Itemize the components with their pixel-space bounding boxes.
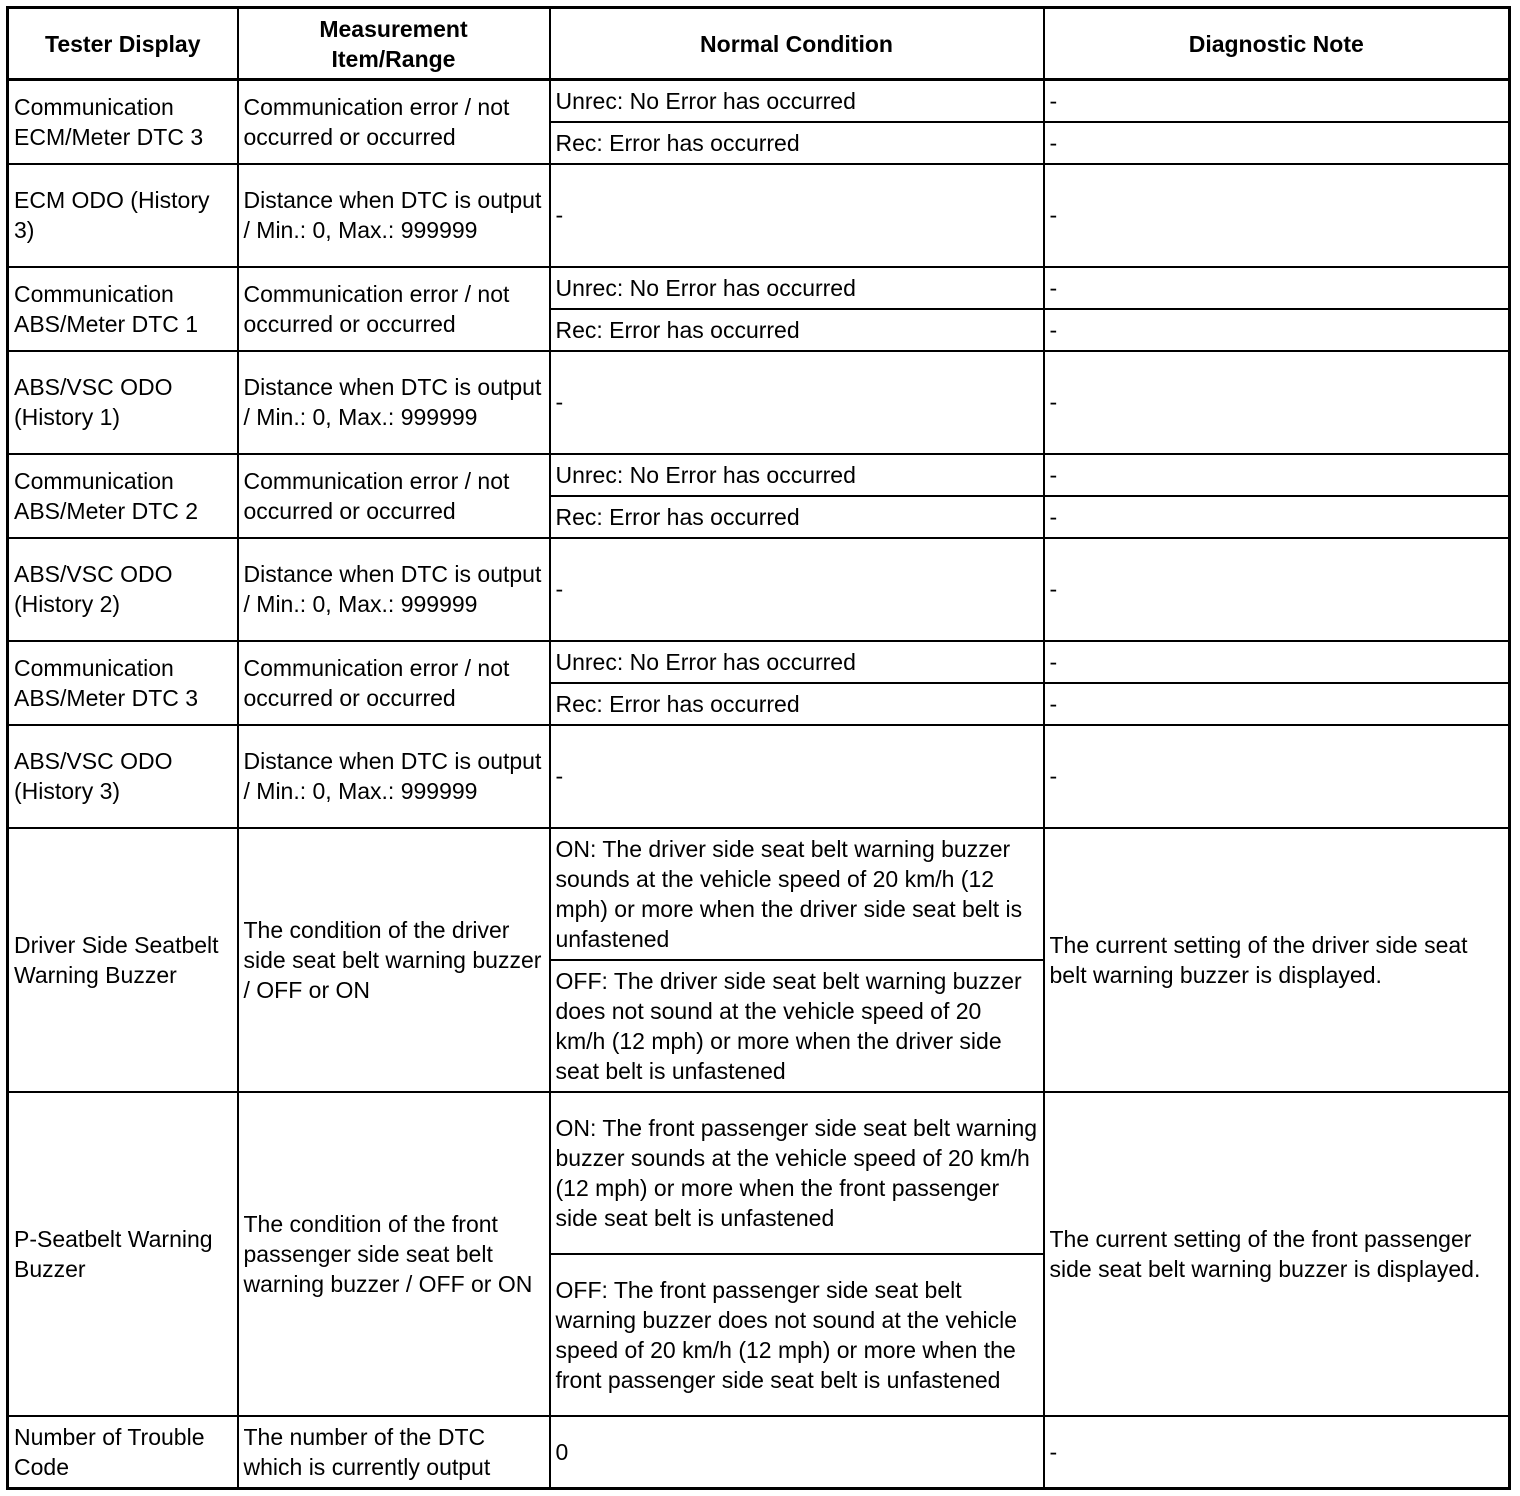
normal-condition-cell: Rec: Error has occurred (550, 122, 1044, 164)
header-row (8, 8, 1510, 80)
normal-condition-cell: Rec: Error has occurred (550, 496, 1044, 538)
diagnostic-note-cell: - (1044, 164, 1510, 267)
normal-condition-cell: - (550, 351, 1044, 454)
normal-condition-cell: Unrec: No Error has occurred (550, 267, 1044, 309)
measurement-item-cell: Communication error / not occurred or occurred (238, 641, 550, 725)
table-row (8, 1416, 1510, 1488)
table-row (8, 267, 1510, 309)
diagnostic-note-cell: - (1044, 454, 1510, 496)
table-row (8, 1092, 1510, 1254)
normal-condition-cell: Rec: Error has occurred (550, 309, 1044, 351)
measurement-item-cell: The condition of the front passenger side seat belt warning buzzer / OFF or ON (238, 1092, 550, 1416)
measurement-item-cell: Distance when DTC is output / Min.: 0, Max.: 999999 (238, 351, 550, 454)
tester-display-cell: ABS/VSC ODO (History 3) (8, 725, 238, 828)
measurement-item-cell: The number of the DTC which is currently output (238, 1416, 550, 1488)
diagnostic-note-cell: - (1044, 496, 1510, 538)
tester-display-cell: Communication ABS/Meter DTC 1 (8, 267, 238, 351)
normal-condition-cell: ON: The driver side seat belt warning buzzer sounds at the vehicle speed of 20 km/h (12 mph) or more when the driver side seat belt is unfastened (550, 828, 1044, 960)
tester-display-cell: P-Seatbelt Warning Buzzer (8, 1092, 238, 1416)
measurement-item-cell: Distance when DTC is output / Min.: 0, Max.: 999999 (238, 538, 550, 641)
tester-display-cell: Communication ECM/Meter DTC 3 (8, 80, 238, 164)
normal-condition-cell: 0 (550, 1416, 1044, 1488)
diagnostic-note-cell: - (1044, 683, 1510, 725)
diagnostic-note-cell: - (1044, 725, 1510, 828)
table-row (8, 351, 1510, 454)
header-normal-condition: Normal Condition (550, 8, 1044, 80)
measurement-item-cell: Distance when DTC is output / Min.: 0, Max.: 999999 (238, 164, 550, 267)
measurement-item-cell: The condition of the driver side seat belt warning buzzer / OFF or ON (238, 828, 550, 1092)
tester-display-cell: Communication ABS/Meter DTC 3 (8, 641, 238, 725)
table-row (8, 725, 1510, 828)
diagnostic-note-cell: - (1044, 122, 1510, 164)
header-diagnostic-note: Diagnostic Note (1044, 8, 1510, 80)
normal-condition-cell: Rec: Error has occurred (550, 683, 1044, 725)
normal-condition-cell: ON: The front passenger side seat belt warning buzzer sounds at the vehicle speed of 20 km/h (12 mph) or more when the front passenger side seat belt is unfastened (550, 1092, 1044, 1254)
tester-display-cell: Communication ABS/Meter DTC 2 (8, 454, 238, 538)
tester-display-cell: ABS/VSC ODO (History 1) (8, 351, 238, 454)
diagnostic-note-cell: - (1044, 80, 1510, 122)
diagnostic-note-cell: - (1044, 351, 1510, 454)
tester-display-cell: ABS/VSC ODO (History 2) (8, 538, 238, 641)
header-tester-display: Tester Display (8, 8, 238, 80)
table-row (8, 641, 1510, 683)
diagnostic-note-cell: - (1044, 1416, 1510, 1488)
normal-condition-cell: - (550, 538, 1044, 641)
diagnostic-note-cell: The current setting of the front passenger side seat belt warning buzzer is displayed. (1044, 1092, 1510, 1416)
table-row (8, 538, 1510, 641)
measurement-item-cell: Communication error / not occurred or occurred (238, 80, 550, 164)
normal-condition-cell: - (550, 164, 1044, 267)
header-measurement-item: Measurement Item/Range (238, 8, 550, 80)
tester-display-cell: ECM ODO (History 3) (8, 164, 238, 267)
diagnostic-note-cell: - (1044, 267, 1510, 309)
diagnostic-note-cell: - (1044, 538, 1510, 641)
table-row (8, 164, 1510, 267)
measurement-item-cell: Distance when DTC is output / Min.: 0, Max.: 999999 (238, 725, 550, 828)
measurement-item-cell: Communication error / not occurred or occurred (238, 454, 550, 538)
normal-condition-cell: OFF: The driver side seat belt warning buzzer does not sound at the vehicle speed of 20 km/h (12 mph) or more when the driver side seat belt is unfastened (550, 960, 1044, 1092)
table-row (8, 828, 1510, 960)
normal-condition-cell: - (550, 725, 1044, 828)
table-row (8, 454, 1510, 496)
normal-condition-cell: OFF: The front passenger side seat belt warning buzzer does not sound at the vehicle speed of 20 km/h (12 mph) or more when the front passenger side seat belt is unfastened (550, 1254, 1044, 1416)
diagnostic-note-cell: - (1044, 309, 1510, 351)
diagnostic-note-cell: The current setting of the driver side seat belt warning buzzer is displayed. (1044, 828, 1510, 1092)
normal-condition-cell: Unrec: No Error has occurred (550, 641, 1044, 683)
diagnostic-note-cell: - (1044, 641, 1510, 683)
normal-condition-cell: Unrec: No Error has occurred (550, 80, 1044, 122)
normal-condition-cell: Unrec: No Error has occurred (550, 454, 1044, 496)
data-list-table (6, 6, 1511, 1490)
measurement-item-cell: Communication error / not occurred or occurred (238, 267, 550, 351)
tester-display-cell: Number of Trouble Code (8, 1416, 238, 1488)
tester-display-cell: Driver Side Seatbelt Warning Buzzer (8, 828, 238, 1092)
table-row (8, 80, 1510, 122)
